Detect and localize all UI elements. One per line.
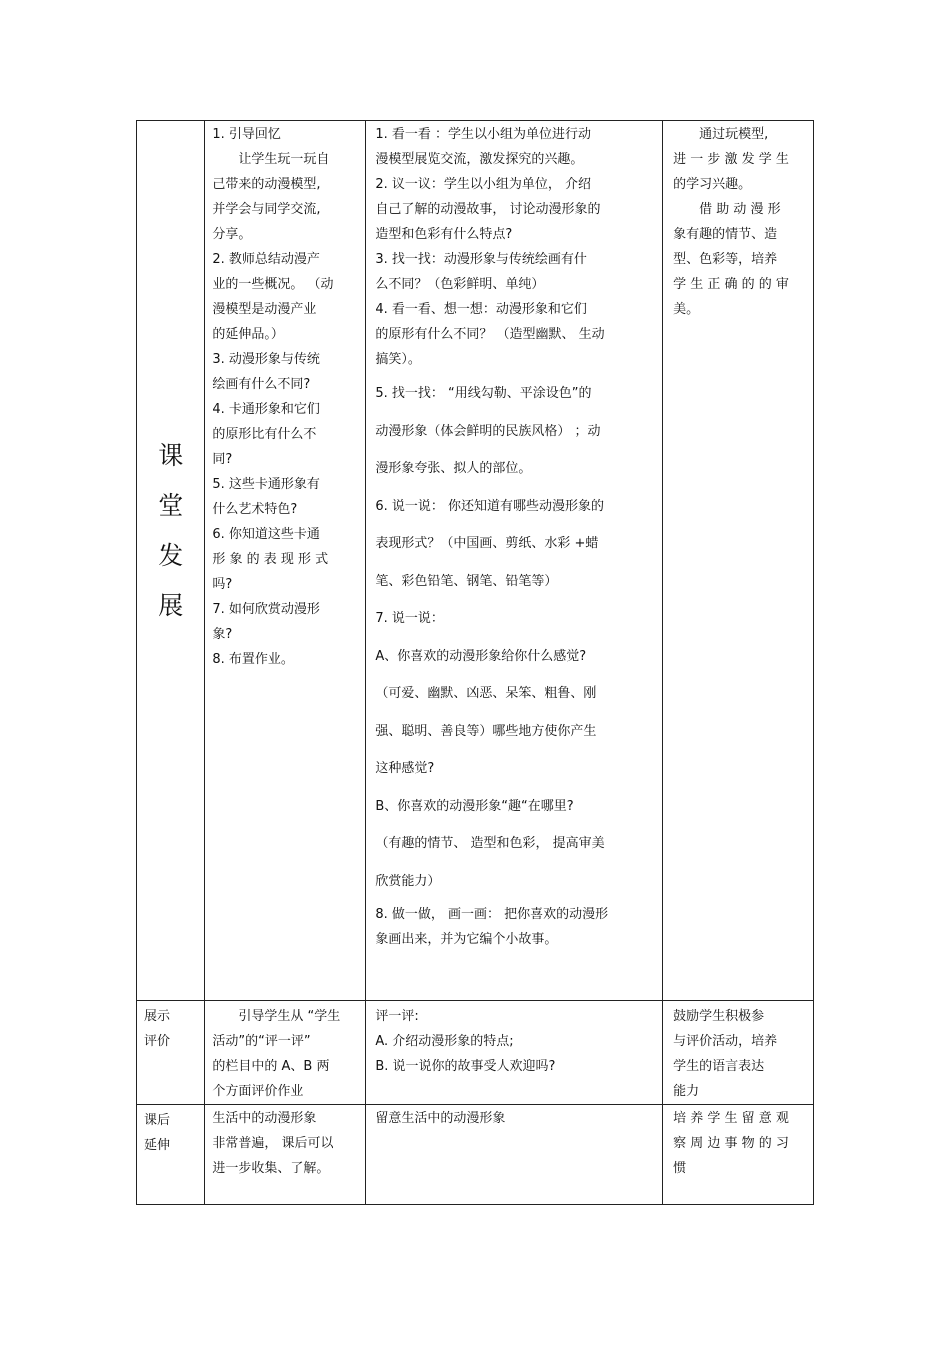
text-line: 象? [212,627,233,642]
text-line: 搞笑）。 [375,352,421,367]
after-class-extension-row [137,1105,814,1205]
text-line: 漫形象夸张、拟人的部位。 [375,461,532,476]
text-line: 活动”的“评一评” [212,1034,311,1049]
design-intent-cell [663,1105,814,1205]
text-line: 察 周 边 事 物 的 习 [673,1136,789,1151]
text-line: 学生的语言表达 [673,1059,765,1074]
stage-title-char: 发 [158,540,184,570]
text-line: （可爱、幽默、凶恶、呆笨、粗鲁、刚 [375,686,597,701]
text-line: 2. 议一议：学生以小组为单位， 介绍 [375,177,591,192]
stage-label-cell [137,1105,205,1205]
text-line: 美。 [673,302,700,317]
text-line: 借 助 动 漫 形 [699,202,781,217]
text-line: 8. 布置作业。 [212,652,294,667]
teacher-activity-text [205,1105,365,1181]
text-line: 漫模型展览交流，激发探究的兴趣。 [375,152,584,167]
text-line: 1. 看一看 ：学生以小组为单位进行动 [375,127,591,142]
text-line: 型、色彩等，培养 [673,252,778,267]
text-line: （有趣的情节、 造型和色彩， 提高审美 [375,836,605,851]
text-line: 培 养 学 生 留 意 观 [673,1111,789,1126]
text-line: 7. 如何欣赏动漫形 [212,602,320,617]
text-line: 评一评: [375,1009,419,1024]
text-line: 分享。 [212,227,252,242]
text-line: 学 生 正 确 的 的 审 [673,277,789,292]
text-line: 的学习兴趣。 [673,177,752,192]
text-line: 象有趣的情节、造 [673,227,778,242]
text-line: 吗? [212,577,233,592]
text-line: 2. 教师总结动漫产 [212,252,320,267]
text-line: 4. 卡通形象和它们 [212,402,320,417]
text-line: 8. 做一做， 画一画： 把你喜欢的动漫形 [375,907,609,922]
text-line: 能力 [673,1084,700,1099]
teacher-activity-text [205,121,365,672]
text-line: 进 一 步 激 发 学 生 [673,152,789,167]
text-line: 7. 说一说： [375,611,444,626]
text-line: 让学生玩一玩自 [238,152,330,167]
stage-title-char: 展 [158,590,184,620]
text-line: 引导学生从 “学生 [238,1009,341,1024]
text-line: 造型和色彩有什么特点? [375,227,513,242]
text-line: 的原形有什么不同？ （造型幽默、 生动 [375,327,605,342]
text-line: 这种感觉? [375,761,435,776]
text-line: 自己了解的动漫故事， 讨论动漫形象的 [375,202,601,217]
text-line: B、你喜欢的动漫形象“趣“在哪里? [375,798,574,814]
text-line: 绘画有什么不同? [212,377,311,392]
text-line: 强、聪明、善良等）哪些地方使你产生 [375,723,597,739]
text-line: 什么艺术特色? [212,502,298,517]
design-intent-text [663,121,813,322]
text-line: 惯 [673,1161,687,1176]
teacher-activity-text [205,1001,365,1104]
stage-label-cell [137,1001,205,1105]
text-line: 评价 [144,1034,171,1049]
text-line: A、你喜欢的动漫形象给你什么感觉? [375,648,587,664]
student-activity-cell [366,1105,663,1205]
text-line: 的原形比有什么不 [212,427,317,442]
text-line: 展示 [144,1009,171,1024]
text-line: 3. 动漫形象与传统 [212,352,320,367]
design-intent-cell [663,121,814,1001]
student-activity-text [366,1001,662,1079]
stage-label [137,1001,204,1054]
stage-label [137,1105,204,1158]
text-line: 非常普遍， 课后可以 [212,1136,334,1151]
teacher-activity-cell [205,121,366,1001]
stage-title-char: 堂 [158,490,184,520]
text-line: 的栏目中的 A、B 两 [212,1059,330,1074]
text-line: 课后 [144,1113,171,1128]
stage-title-char: 课 [158,440,184,470]
text-line: 留意生活中的动漫形象 [375,1111,506,1126]
student-activity-text [366,121,662,952]
design-intent-text [663,1001,813,1104]
classroom-development-row [137,121,814,1001]
text-line: 生活中的动漫形象 [212,1111,317,1126]
teacher-activity-cell [205,1105,366,1205]
text-line: 6. 说一说： 你还知道有哪些动漫形象的 [375,498,604,514]
student-activity-text [366,1105,662,1131]
text-line: 欣赏能力） [375,873,441,889]
text-line: 5. 这些卡通形象有 [212,477,320,492]
text-line: 5. 找一找： “用线勾勒、平涂设色”的 [375,386,592,401]
text-line: 通过玩模型, [699,127,769,142]
text-line: 漫模型是动漫产业 [212,302,317,317]
lesson-plan-table [136,120,814,1205]
text-line: 与评价活动，培养 [673,1034,778,1049]
text-line: 么不同？（色彩鲜明、单纯） [375,277,545,292]
text-line: 同? [212,452,233,467]
text-line: 鼓励学生积极参 [673,1009,765,1024]
text-line: 3. 找一找：动漫形象与传统绘画有什 [375,252,587,267]
text-line: 进一步收集、了解。 [212,1161,330,1176]
text-line: 表现形式？（中国画、剪纸、水彩 +蜡 [375,536,599,551]
stage-label-cell [137,121,205,1001]
text-line: 个方面评价作业 [212,1084,304,1099]
text-line: 1. 引导回忆 [212,127,281,142]
text-line: 己带来的动漫模型, [212,177,321,192]
stage-title [137,431,204,631]
design-intent-cell [663,1001,814,1105]
text-line: 的延伸品。） [212,327,284,342]
student-activity-cell [366,121,663,1001]
text-line: 笔、彩色铅笔、钢笔、铅笔等） [375,573,558,589]
text-line: B. 说一说你的故事受人欢迎吗? [375,1059,556,1074]
text-line: 并学会与同学交流, [212,202,321,217]
teacher-activity-cell [205,1001,366,1105]
display-evaluation-row [137,1001,814,1105]
text-line: 业的一些概况。 （动 [212,277,334,292]
text-line: 6. 你知道这些卡通 [212,527,320,542]
text-line: 形 象 的 表 现 形 式 [212,552,329,567]
text-line: 象画出来，并为它编个小故事。 [375,932,558,947]
text-line: 4. 看一看、想一想：动漫形象和它们 [375,302,587,317]
text-line: A. 介绍动漫形象的特点; [375,1034,514,1049]
design-intent-text [663,1105,813,1181]
student-activity-cell [366,1001,663,1105]
text-line: 动漫形象（体会鲜明的民族风格） ；动 [375,423,601,439]
text-line: 延伸 [144,1138,171,1153]
